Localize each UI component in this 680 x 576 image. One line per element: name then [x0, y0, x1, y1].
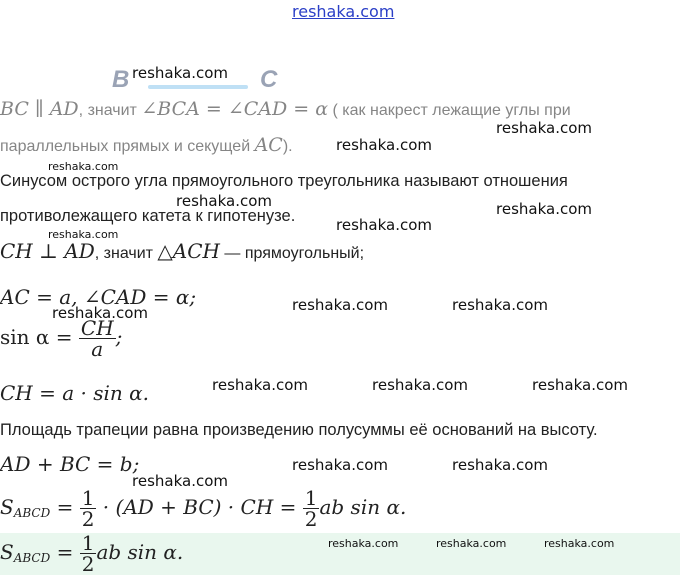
- watermark: reshaka.com: [52, 304, 148, 322]
- math-line-11: [0, 488, 406, 529]
- math-result: ab sin α.: [319, 494, 407, 519]
- text-line-9: Площадь трапеции равна произведению полусуммы её оснований на высоту.: [0, 421, 598, 439]
- watermark: reshaka.com: [336, 216, 432, 234]
- math-ch-perp-ad: CH ⊥ AD: [0, 239, 95, 263]
- watermark: reshaka.com: [452, 296, 548, 314]
- fraction-one-half: [80, 488, 97, 529]
- math-result: ab sin α.: [96, 539, 184, 564]
- math-bc-parallel-ad: BC ∥ AD: [0, 98, 79, 120]
- math-equals: =: [50, 539, 80, 564]
- top-watermark-link[interactable]: reshaka.com: [292, 2, 395, 21]
- fraction-one-half: [303, 488, 320, 529]
- watermark: reshaka.com: [496, 119, 592, 137]
- fraction-numerator: 1: [81, 486, 95, 510]
- watermark: reshaka.com: [176, 192, 272, 210]
- watermark: reshaka.com: [496, 200, 592, 218]
- watermark: reshaka.com: [544, 537, 615, 550]
- watermark: reshaka.com: [436, 537, 507, 550]
- watermark: reshaka.com: [132, 472, 228, 490]
- math-triangle-ach: △ACH: [157, 239, 220, 263]
- math-line-10: AD + BC = b;: [0, 452, 140, 476]
- text-fragment: — прямоугольный;: [219, 245, 365, 262]
- math-angle-equality: ∠BCA = ∠CAD = α: [141, 98, 329, 120]
- math-subscript: ABCD: [13, 550, 51, 565]
- watermark: reshaka.com: [328, 537, 399, 550]
- text-fragment: , значит: [94, 245, 158, 262]
- math-subscript: ABCD: [13, 505, 51, 520]
- fraction-denominator: 2: [81, 507, 95, 531]
- text-line-1: [0, 98, 571, 121]
- watermark: reshaka.com: [452, 456, 548, 474]
- math-line-6: AC = a, ∠CAD = α;: [0, 285, 197, 309]
- fraction-denominator: 2: [81, 552, 95, 576]
- math-line-12-answer: [0, 533, 183, 574]
- text-fragment: параллельных прямых и секущей: [0, 138, 255, 155]
- math-semicolon: ;: [115, 324, 123, 349]
- text-line-3: Синусом острого угла прямоугольного треугольника называют отношения: [0, 172, 568, 190]
- fraction-ch-over-a: [79, 318, 116, 359]
- figure-label-b: B: [112, 66, 130, 93]
- math-sin-alpha: sin α =: [0, 324, 79, 349]
- watermark: reshaka.com: [292, 296, 388, 314]
- text-line-2: [0, 134, 293, 157]
- watermark: reshaka.com: [212, 376, 308, 394]
- watermark: reshaka.com: [372, 376, 468, 394]
- math-ac: AC: [254, 134, 283, 156]
- text-line-4: противолежащего катета к гипотенузе.: [0, 207, 296, 225]
- figure-label-c: C: [260, 66, 278, 93]
- fraction-numerator: 1: [81, 531, 95, 555]
- math-s: S: [0, 494, 14, 519]
- watermark: reshaka.com: [336, 136, 432, 154]
- fraction-denominator: 2: [304, 507, 318, 531]
- math-line-7: [0, 318, 122, 359]
- figure-line: [148, 85, 248, 89]
- fraction-numerator: CH: [80, 316, 114, 340]
- math-s: S: [0, 539, 14, 564]
- fraction-one-half: [80, 533, 97, 574]
- math-product: · (AD + BC) · CH =: [96, 494, 303, 519]
- watermark: reshaka.com: [532, 376, 628, 394]
- fraction-numerator: 1: [304, 486, 318, 510]
- watermark: reshaka.com: [48, 160, 119, 173]
- watermark: reshaka.com: [48, 228, 119, 241]
- math-line-8: CH = a · sin α.: [0, 381, 149, 405]
- fraction-denominator: a: [91, 337, 104, 361]
- math-equals: =: [50, 494, 80, 519]
- text-fragment: ( как накрест лежащие углы при: [328, 102, 571, 119]
- watermark: reshaka.com: [132, 64, 228, 82]
- watermark: reshaka.com: [292, 456, 388, 474]
- text-fragment: , значит: [78, 102, 142, 119]
- text-line-5: [0, 239, 364, 264]
- text-fragment: ).: [282, 138, 293, 155]
